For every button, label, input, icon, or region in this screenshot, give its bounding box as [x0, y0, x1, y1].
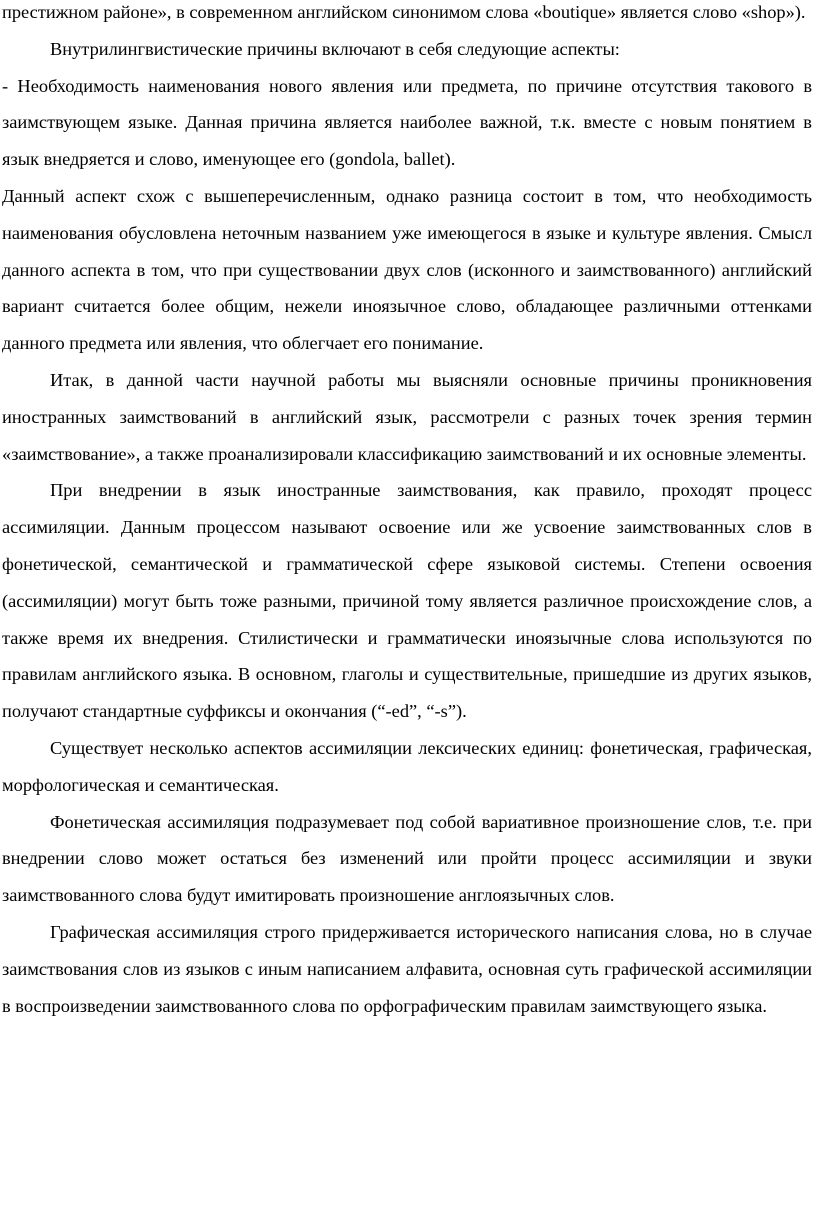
- paragraph-4: Данный аспект схож с вышеперечисленным, однако разница состоит в том, что необходимость наименования обусловлена неточным названием уже имеющегося в языке и культуре явления. Смысл данного аспекта в том, что при существовании двух слов (исконного и заимствованного) английский вариант считается более общим, нежели иноязычное слово, обладающее различными оттенками данного предмета или явления, что облегчает его понимание.: [2, 185, 812, 354]
- paragraph-7: Существует несколько аспектов ассимиляции лексических единиц: фонетическая, графическая, морфологическая и семантическая.: [2, 737, 812, 795]
- paragraph-6: При внедрении в язык иностранные заимствования, как правило, проходят процесс ассимиляции. Данным процессом называют освоение или же усвоение заимствованных слов в фонетической, семантической и грамматической сфере языковой системы. Степени освоения (ассимиляции) могут быть тоже разными, причиной тому является различное происхождение слов, а также время их внедрения. Стилистически и грамматически иноязычные слова используются по правилам английского языка. В основном, глаголы и существительные, пришедшие из других языков, получают стандартные суффиксы и окончания (“-ed”, “-s”).: [2, 480, 812, 722]
- paragraph-8: Фонетическая ассимиляция подразумевает под собой вариативное произношение слов, т.е. при внедрении слово может остаться без изменений или пройти процесс ассимиляции и звуки заимствованного слова будут имитировать произношение англоязычных слов.: [2, 811, 812, 906]
- paragraph-1: престижном районе», в современном английском синонимом слова «boutique» является слово «shop»).: [2, 2, 806, 22]
- paragraph-5: Итак, в данной части научной работы мы выясняли основные причины проникновения иностранных заимствований в английский язык, рассмотрели с разных точек зрения термин «заимствование», а также проанализировали классификацию заимствований и их основные элементы.: [2, 369, 812, 464]
- paragraph-9: Графическая ассимиляция строго придерживается исторического написания слова, но в случае заимствования слов из языков с иным написанием алфавита, основная суть графической ассимиляции в воспроизведении заимствованного слова по орфографическим правилам заимствующего языка.: [2, 921, 812, 1016]
- paragraph-3: - Необходимость наименования нового явления или предмета, по причине отсутствия такового в заимствующем языке. Данная причина является наиболее важной, т.к. вместе с новым понятием в язык внедряется и слово, именующее его (gondola, ballet).: [2, 75, 812, 170]
- paragraph-2: Внутрилингвистические причины включают в себя следующие аспекты:: [50, 38, 620, 59]
